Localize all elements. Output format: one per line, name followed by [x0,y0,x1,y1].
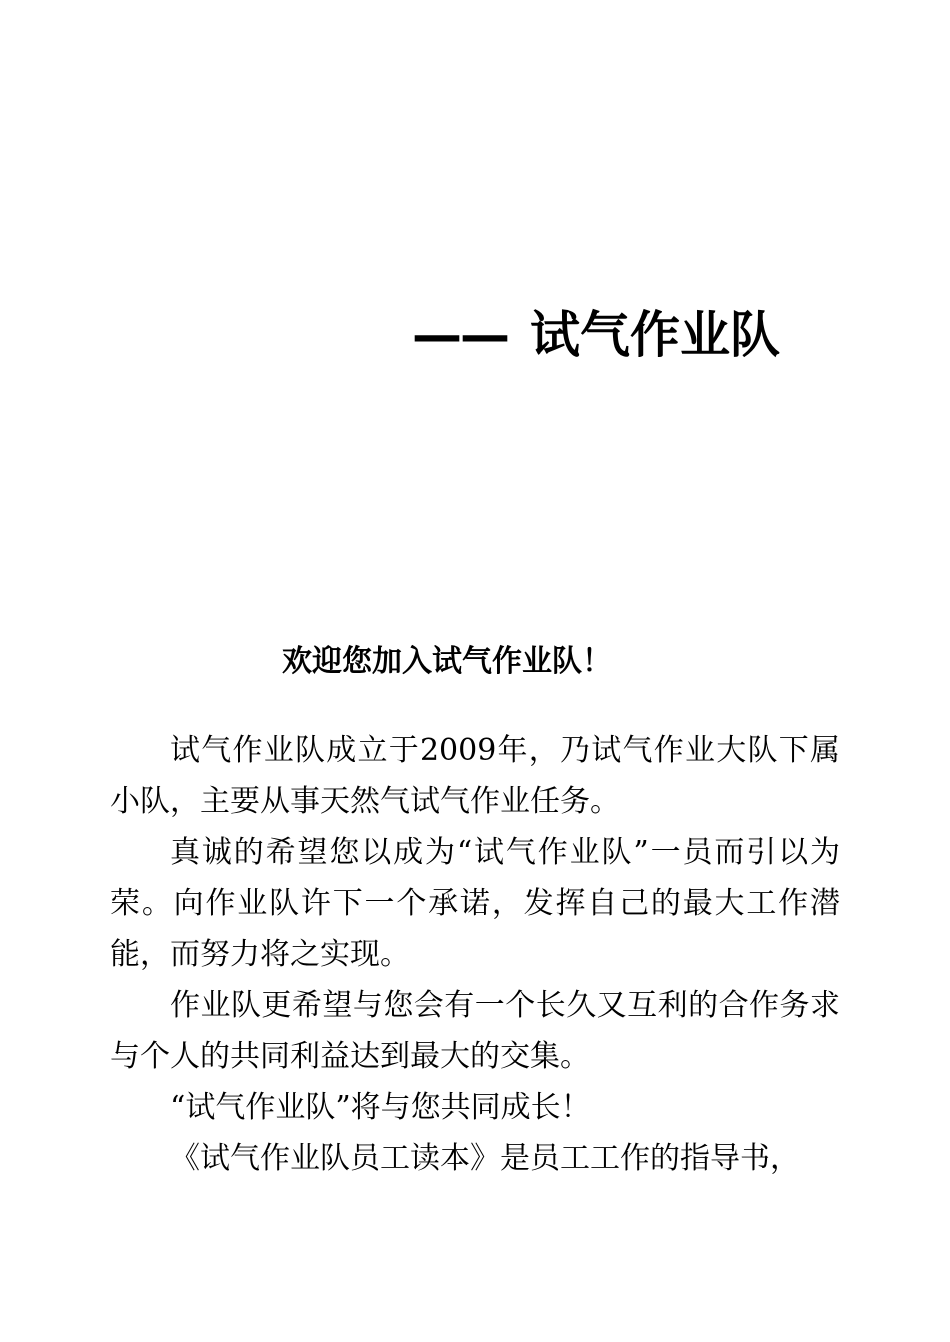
title-dash: —— [412,306,508,364]
title-text: 试气作业队 [530,306,780,364]
paragraph-hope: 真诚的希望您以成为“试气作业队”一员而引以为荣。向作业队许下一个承诺，发挥自己的最大工作潜能，而努力将之实现。 [110,835,840,972]
paragraph-handbook: 《试气作业队员工读本》是员工工作的指导书， [170,1141,800,1176]
paragraph-cooperation: 作业队更希望与您会有一个长久又互利的合作务求与个人的共同利益达到最大的交集。 [110,988,840,1074]
body-text [110,725,840,1184]
paragraph-intro: 试气作业队成立于2009年，乃试气作业大队下属小队，主要从事天然气试气作业任务。 [110,733,840,819]
page-title [412,300,832,370]
welcome-heading: 欢迎您加入试气作业队！ [282,644,612,679]
paragraph-slogan: “试气作业队”将与您共同成长！ [170,1090,591,1125]
